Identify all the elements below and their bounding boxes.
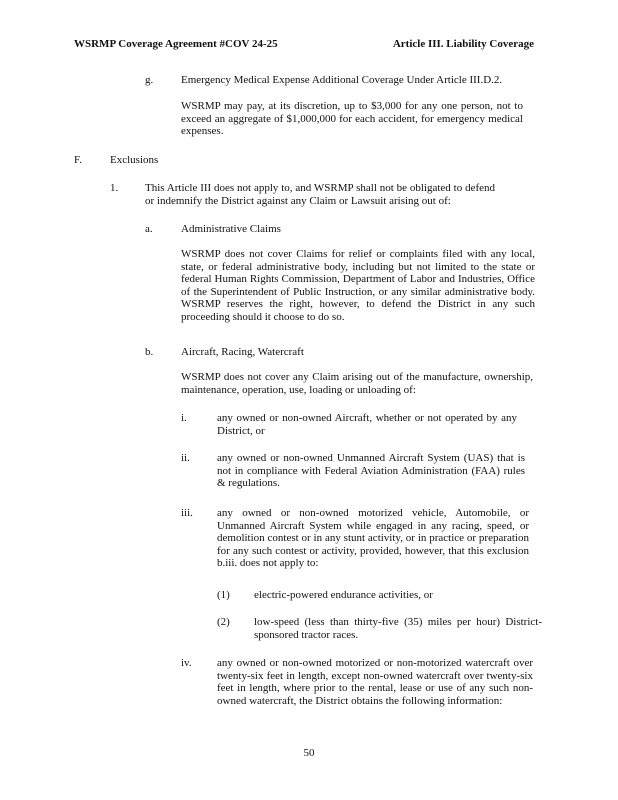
section-f-title: Exclusions	[110, 154, 159, 166]
item-a-label: a.	[145, 223, 153, 235]
item-1-text: This Article III does not apply to, and WSRMP shall not be obligated to defend or indemnify the District against any Claim or Lawsuit arising out of:	[145, 182, 495, 207]
item-i-label: i.	[181, 412, 187, 424]
item-iii-2-text: low-speed (less than thirty-five (35) miles per hour) District-sponsored tractor races.	[254, 616, 542, 641]
section-g-label: g.	[145, 74, 154, 86]
item-iii-1-label: (1)	[217, 589, 230, 601]
section-g-body: WSRMP may pay, at its discretion, up to $3,000 for any one person, not to exceed an aggregate of $1,000,000 for each accident, for emergency medical expenses.	[181, 100, 523, 138]
item-a-title: Administrative Claims	[181, 223, 281, 235]
item-iii-1-text: electric-powered endurance activities, or	[254, 589, 433, 601]
header-document-title: WSRMP Coverage Agreement #COV 24-25	[74, 38, 278, 50]
item-iii-2-label: (2)	[217, 616, 230, 628]
item-b-body: WSRMP does not cover any Claim arising out of the manufacture, ownership, maintenance, operation, use, loading or unloading of:	[181, 371, 533, 396]
page-number: 50	[303, 747, 315, 759]
section-g-title: Emergency Medical Expense Additional Coverage Under Article III.D.2.	[181, 74, 503, 86]
item-1-label: 1.	[110, 182, 119, 194]
item-iii-label: iii.	[181, 507, 193, 519]
header-article-title: Article III. Liability Coverage	[392, 38, 534, 50]
item-i-text: any owned or non-owned Aircraft, whether or not operated by any District, or	[217, 412, 517, 437]
item-iv-label: iv.	[181, 657, 192, 669]
item-ii-label: ii.	[181, 452, 190, 464]
item-a-body: WSRMP does not cover Claims for relief or complaints filed with any local, state, or federal administrative body, including but not limited to the state or federal Human Rights Commission, Department of Labor and Industries, Office of the Superintendent of Public Instruction, or any similar administrative body. WSRMP reserves the right, however, to defend the District in any such proceeding should it choose to do so.	[181, 248, 535, 323]
item-iv-text: any owned or non-owned motorized or non-motorized watercraft over twenty-six feet in length, except non-owned watercraft over twenty-six feet in length, where prior to the rental, lease or use of any such non-owned watercraft, the District obtains the following information:	[217, 657, 533, 707]
section-f-label: F.	[74, 154, 82, 166]
item-iii-text: any owned or non-owned motorized vehicle, Automobile, or Unmanned Aircraft System while engaged in any racing, speed, or demolition contest or in any stunt activity, or in practice or preparation for any such contest or activity, provided, however, that this exclusion b.iii. does not apply to:	[217, 507, 529, 570]
item-ii-text: any owned or non-owned Unmanned Aircraft System (UAS) that is not in compliance with Federal Aviation Administration (FAA) rules & regulations.	[217, 452, 525, 490]
item-b-label: b.	[145, 346, 154, 358]
item-b-title: Aircraft, Racing, Watercraft	[181, 346, 304, 358]
